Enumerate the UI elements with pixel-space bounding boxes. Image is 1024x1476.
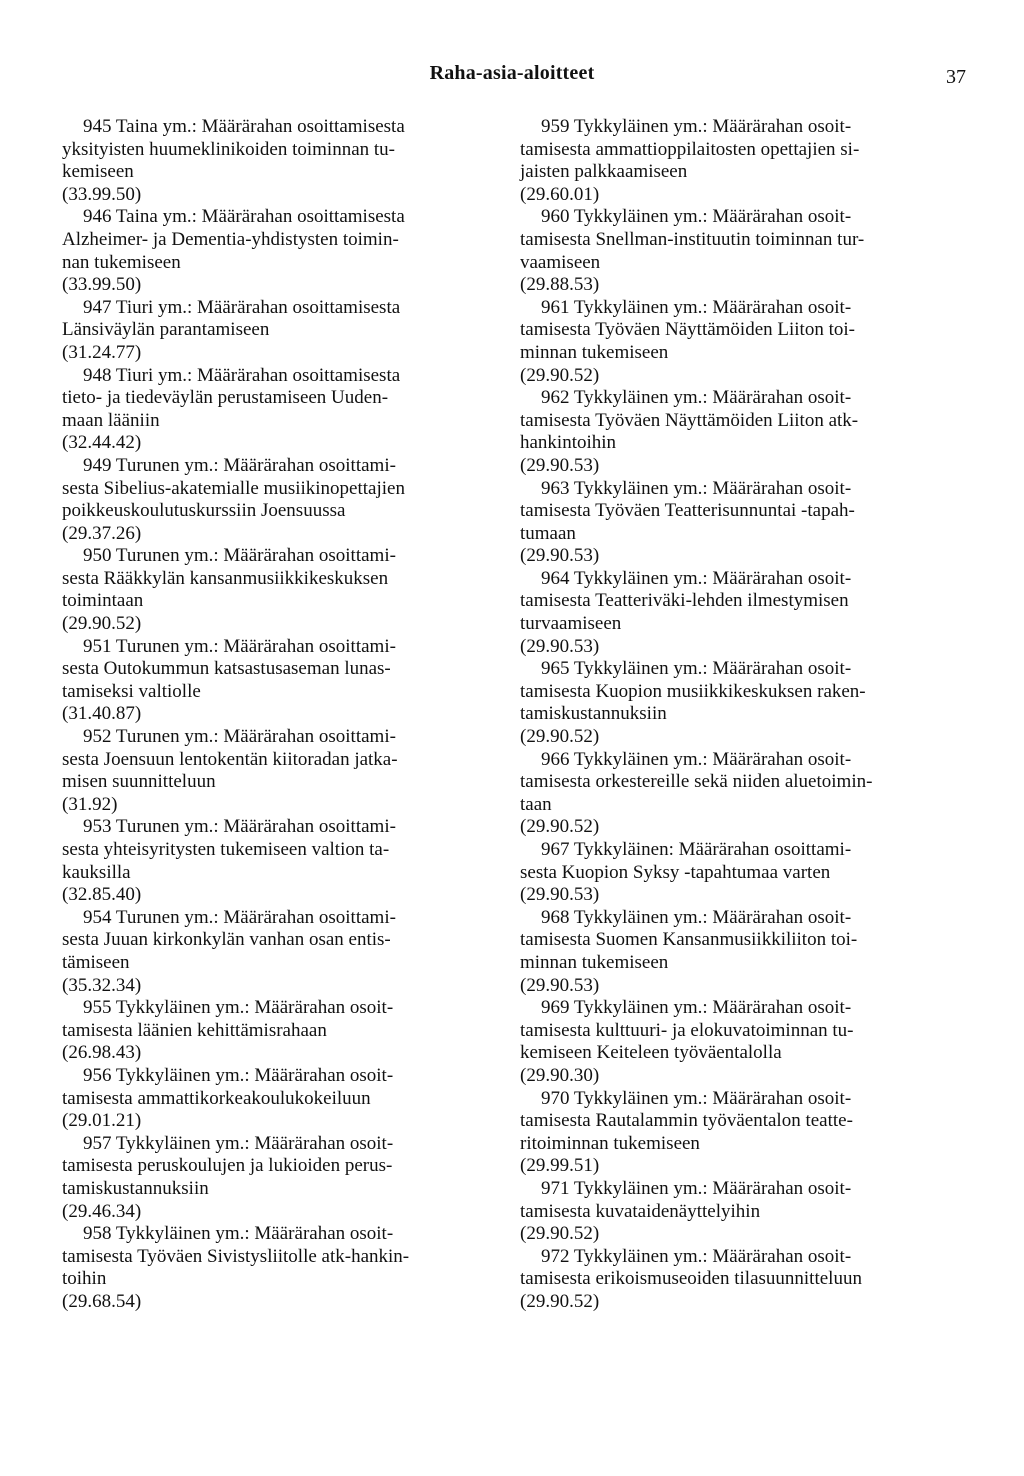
motion-text-line: kemiseen Keiteleen työväentalolla: [520, 1042, 782, 1064]
motion-entry: [62, 1223, 502, 1313]
motion-text-line: sesta Sibelius-akatemialle musiikinopettajien: [62, 477, 405, 499]
motion-title-line: 957 Tykkyläinen ym.: Määrärahan osoit-: [83, 1132, 394, 1154]
motion-text-line: sesta yhteisyritysten tukemiseen valtion ta-: [62, 839, 390, 860]
motion-text-line: tamisesta Työväen Teatterisunnuntai -tapah-: [520, 500, 855, 522]
budget-item-code: (32.44.42): [62, 432, 142, 454]
motion-title-line: 951 Turunen ym.: Määrärahan osoittami-: [83, 635, 396, 657]
motion-text-line: tamiskustannuksiin: [520, 703, 667, 725]
motion-text-line: tamisesta ammattikorkeakoulukokeiluun: [62, 1087, 371, 1109]
motion-text-line: turvaamiseen: [520, 613, 622, 635]
motion-title-line: 947 Tiuri ym.: Määrärahan osoittamisesta: [83, 296, 401, 318]
motion-text-line: toimintaan: [62, 590, 144, 612]
motion-text-line: tamisesta ammattioppilaitosten opettajien si-: [520, 138, 860, 160]
motion-text-line: jaisten palkkaamiseen: [520, 161, 688, 183]
motion-text-line: tamisesta Työväen Näyttämöiden Liiton atk-: [520, 409, 859, 431]
motion-text-line: tamisesta läänien kehittämisrahaan: [62, 1019, 327, 1041]
motion-text-line: Alzheimer- ja Dementia-yhdistysten toimin-: [62, 228, 399, 250]
motion-text-line: tamisesta Kuopion musiikkikeskuksen raken-: [520, 680, 866, 702]
budget-item-code: (31.40.87): [62, 703, 142, 725]
budget-item-code: (29.90.53): [520, 635, 600, 657]
motion-text-line: tamisesta Rautalammin työväentalon teatte-: [520, 1110, 853, 1132]
budget-item-code: (29.90.30): [520, 1064, 600, 1086]
motion-title-line: 959 Tykkyläinen ym.: Määrärahan osoit-: [541, 116, 852, 137]
budget-item-code: (29.90.52): [520, 1223, 600, 1245]
motion-title-line: 964 Tykkyläinen ym.: Määrärahan osoit-: [541, 567, 852, 589]
motion-entry: [520, 297, 960, 387]
page-header: [0, 62, 1024, 92]
motion-text-line: sesta Outokummun katsastusaseman lunas-: [62, 658, 391, 680]
motion-title-line: 960 Tykkyläinen ym.: Määrärahan osoit-: [541, 206, 852, 228]
motion-title-line: 946 Taina ym.: Määrärahan osoittamisesta: [83, 206, 405, 228]
budget-item-code: (29.90.53): [520, 545, 600, 567]
budget-item-code: (29.90.52): [520, 816, 600, 838]
budget-item-code: (32.85.40): [62, 884, 142, 906]
motion-text-line: sesta Juuan kirkonkylän vanhan osan entis-: [62, 929, 391, 951]
motion-text-line: poikkeuskoulutuskurssiin Joensuussa: [62, 500, 346, 522]
motion-title-line: 945 Taina ym.: Määrärahan osoittamisesta: [83, 116, 405, 137]
budget-item-code: (31.92): [62, 793, 118, 815]
motion-entry: [62, 997, 502, 1065]
motion-entry: [62, 816, 502, 906]
budget-item-code: (29.37.26): [62, 522, 142, 544]
motion-title-line: 949 Turunen ym.: Määrärahan osoittami-: [83, 454, 396, 476]
motion-text-line: tamiseksi valtiolle: [62, 680, 201, 702]
motion-text-line: sesta Joensuun lentokentän kiitoradan jatka-: [62, 748, 398, 770]
running-title: Raha-asia-aloitteet: [429, 62, 595, 84]
budget-item-code: (29.68.54): [62, 1290, 142, 1312]
motion-text-line: tumaan: [520, 522, 576, 544]
motion-title-line: 961 Tykkyläinen ym.: Määrärahan osoit-: [541, 296, 852, 318]
motion-entry: [520, 116, 960, 206]
motion-text-line: tamisesta erikoismuseoiden tilasuunnitteluun: [520, 1268, 862, 1290]
motion-entry: [62, 116, 502, 206]
budget-item-code: (29.60.01): [520, 183, 600, 205]
motion-text-line: tieto- ja tiedeväylän perustamiseen Uuden-: [62, 387, 389, 409]
motion-text-line: tamisesta orkestereille sekä niiden aluetoimin-: [520, 771, 873, 793]
motion-title-line: 952 Turunen ym.: Määrärahan osoittami-: [83, 726, 396, 748]
motion-title-line: 971 Tykkyläinen ym.: Määrärahan osoit-: [541, 1177, 852, 1199]
motion-entry: [62, 636, 502, 726]
motion-entry: [520, 658, 960, 748]
motion-text-line: maan lääniin: [62, 409, 160, 431]
motion-entry: [62, 1065, 502, 1133]
motion-text-line: tamisesta peruskoulujen ja lukioiden perus-: [62, 1155, 393, 1177]
budget-item-code: (33.99.50): [62, 274, 142, 296]
motion-text-line: tamiskustannuksiin: [62, 1177, 209, 1199]
budget-item-code: (29.90.52): [520, 1290, 600, 1312]
motion-text-line: tamisesta kuvataidenäyttelyihin: [520, 1200, 761, 1222]
motion-text-line: kauksilla: [62, 861, 131, 883]
motion-entry: [520, 568, 960, 658]
motion-entry: [62, 206, 502, 296]
motion-text-line: minnan tukemiseen: [520, 951, 669, 973]
motion-title-line: 963 Tykkyläinen ym.: Määrärahan osoit-: [541, 477, 852, 499]
motion-text-line: ritoiminnan tukemiseen: [520, 1132, 700, 1154]
budget-item-code: (29.90.52): [520, 364, 600, 386]
motion-text-line: taan: [520, 793, 552, 815]
motion-title-line: 953 Turunen ym.: Määrärahan osoittami-: [83, 816, 396, 838]
budget-item-code: (29.90.52): [62, 613, 142, 635]
motion-entry: [62, 365, 502, 455]
motion-entry: [520, 907, 960, 997]
motion-text-line: toihin: [62, 1268, 107, 1290]
motion-entry: [520, 1088, 960, 1178]
budget-item-code: (29.90.53): [520, 454, 600, 476]
motion-entry: [62, 455, 502, 545]
motion-text-line: kemiseen: [62, 161, 134, 183]
motion-title-line: 969 Tykkyläinen ym.: Määrärahan osoit-: [541, 997, 852, 1019]
motion-title-line: 972 Tykkyläinen ym.: Määrärahan osoit-: [541, 1245, 852, 1267]
motion-title-line: 954 Turunen ym.: Määrärahan osoittami-: [83, 906, 396, 928]
motion-entry: [520, 387, 960, 477]
motion-text-line: Länsiväylän parantamiseen: [62, 319, 270, 341]
budget-item-code: (29.90.53): [520, 884, 600, 906]
motion-title-line: 968 Tykkyläinen ym.: Määrärahan osoit-: [541, 906, 852, 928]
budget-item-code: (35.32.34): [62, 974, 142, 996]
motion-entry: [62, 726, 502, 816]
budget-item-code: (29.90.53): [520, 974, 600, 996]
motion-entry: [62, 545, 502, 635]
motion-entry: [520, 478, 960, 568]
right-column: [520, 116, 960, 1313]
budget-item-code: (29.01.21): [62, 1110, 142, 1132]
motion-entry: [520, 1178, 960, 1246]
motion-text-line: tamisesta kulttuuri- ja elokuvatoiminnan tu-: [520, 1019, 854, 1041]
budget-item-code: (29.88.53): [520, 274, 600, 296]
budget-item-code: (33.99.50): [62, 183, 142, 205]
budget-item-code: (31.24.77): [62, 341, 142, 363]
budget-item-code: (26.98.43): [62, 1042, 142, 1064]
motion-text-line: tamisesta Teatteriväki-lehden ilmestymisen: [520, 590, 849, 612]
motion-text-line: minnan tukemiseen: [520, 341, 669, 363]
motion-text-line: tamisesta Työväen Näyttämöiden Liiton toi-: [520, 319, 855, 341]
motion-title-line: 970 Tykkyläinen ym.: Määrärahan osoit-: [541, 1087, 852, 1109]
page-number: 37: [946, 66, 966, 88]
motion-title-line: 950 Turunen ym.: Määrärahan osoittami-: [83, 545, 396, 567]
motion-text-line: sesta Kuopion Syksy -tapahtumaa varten: [520, 861, 831, 883]
motion-title-line: 958 Tykkyläinen ym.: Määrärahan osoit-: [83, 1223, 394, 1245]
motion-entry: [520, 839, 960, 907]
motion-entry: [62, 297, 502, 365]
motion-entry: [62, 907, 502, 997]
motion-entry: [520, 749, 960, 839]
motion-title-line: 955 Tykkyläinen ym.: Määrärahan osoit-: [83, 997, 394, 1019]
motion-text-line: vaamiseen: [520, 251, 601, 273]
budget-item-code: (29.90.52): [520, 726, 600, 748]
left-column: [62, 116, 502, 1313]
motion-text-line: yksityisten huumeklinikoiden toiminnan tu-: [62, 138, 396, 160]
motion-title-line: 967 Tykkyläinen: Määrärahan osoittami-: [541, 839, 852, 860]
budget-item-code: (29.99.51): [520, 1155, 600, 1177]
motion-text-line: nan tukemiseen: [62, 251, 181, 273]
motion-title-line: 965 Tykkyläinen ym.: Määrärahan osoit-: [541, 658, 852, 680]
motion-entry: [520, 997, 960, 1087]
motion-text-line: tamisesta Työväen Sivistysliitolle atk-hankin-: [62, 1245, 410, 1267]
motion-text-line: tamisesta Suomen Kansanmusiikkiliiton toi-: [520, 929, 858, 951]
budget-item-code: (29.46.34): [62, 1200, 142, 1222]
motion-text-line: sesta Rääkkylän kansanmusiikkikeskuksen: [62, 567, 389, 589]
motion-text-line: tamisesta Snellman-instituutin toiminnan tur-: [520, 228, 865, 250]
motion-title-line: 956 Tykkyläinen ym.: Määrärahan osoit-: [83, 1064, 394, 1086]
motion-text-line: misen suunnitteluun: [62, 771, 216, 793]
motion-entry: [62, 1133, 502, 1223]
motion-title-line: 962 Tykkyläinen ym.: Määrärahan osoit-: [541, 387, 852, 409]
motion-entry: [520, 1246, 960, 1314]
motion-text-line: tämiseen: [62, 951, 130, 973]
motion-entry: [520, 206, 960, 296]
motion-title-line: 948 Tiuri ym.: Määrärahan osoittamisesta: [83, 364, 401, 386]
motion-text-line: hankintoihin: [520, 432, 617, 454]
motion-title-line: 966 Tykkyläinen ym.: Määrärahan osoit-: [541, 748, 852, 770]
